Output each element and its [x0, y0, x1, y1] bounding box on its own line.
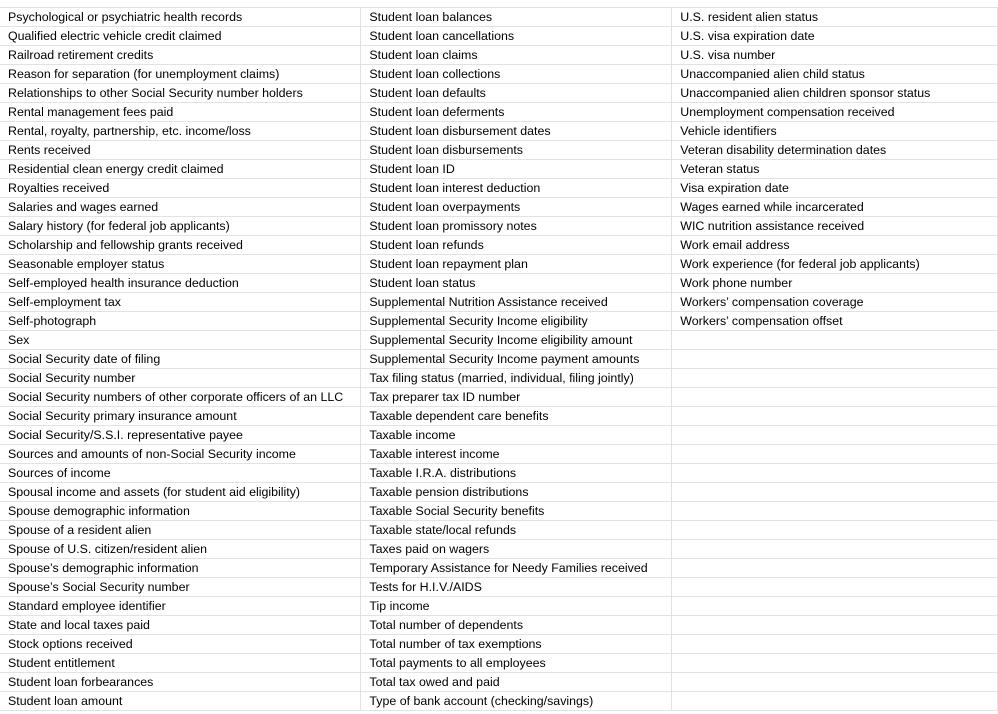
cell-col2[interactable]: Supplemental Security Income eligibility	[361, 312, 672, 331]
cell-col3[interactable]: Work phone number	[672, 274, 998, 293]
cell-col2[interactable]: Student loan defaults	[361, 84, 672, 103]
cell-col1[interactable]: Railroad retirement credits	[0, 46, 361, 65]
cell-col2[interactable]: Tip income	[361, 597, 672, 616]
table-row	[0, 141, 998, 160]
cell-col1[interactable]: Student entitlement	[0, 654, 361, 673]
cell-col3[interactable]	[672, 597, 998, 616]
cell-col1[interactable]: Sex	[0, 331, 361, 350]
cell-col3[interactable]: Unaccompanied alien child status	[672, 65, 998, 84]
cell-col3[interactable]: Veteran status	[672, 160, 998, 179]
cell-col1[interactable]: Seasonable employer status	[0, 255, 361, 274]
cell-col1[interactable]: Reason for separation (for unemployment claims)	[0, 65, 361, 84]
cell-col1[interactable]: Stock options received	[0, 635, 361, 654]
cell-col1[interactable]: Standard employee identifier	[0, 597, 361, 616]
table-row	[0, 331, 998, 350]
table-row	[0, 198, 998, 217]
cell-col2[interactable]: Student loan disbursement dates	[361, 122, 672, 141]
cell-col3[interactable]: Unaccompanied alien children sponsor status	[672, 84, 998, 103]
table-row	[0, 274, 998, 293]
cell-col2[interactable]: Student loan status	[361, 274, 672, 293]
cell-col1[interactable]: Residential clean energy credit claimed	[0, 160, 361, 179]
cell-col1[interactable]: Sources and amounts of non-Social Security income	[0, 445, 361, 464]
table-row	[0, 350, 998, 369]
cell-col3[interactable]: WIC nutrition assistance received	[672, 217, 998, 236]
cell-col2[interactable]: Student loan refunds	[361, 236, 672, 255]
cell-col3[interactable]: Unemployment compensation received	[672, 103, 998, 122]
cell-col2[interactable]: Student loan repayment plan	[361, 255, 672, 274]
table-row	[0, 84, 998, 103]
cell-col1[interactable]: State and local taxes paid	[0, 616, 361, 635]
cell-col1[interactable]: Royalties received	[0, 179, 361, 198]
cell-col3[interactable]	[672, 692, 998, 711]
cell-col2[interactable]: Taxable I.R.A. distributions	[361, 464, 672, 483]
cell-col3[interactable]	[672, 331, 998, 350]
cell-col2[interactable]: Student loan claims	[361, 46, 672, 65]
cell-col2[interactable]: Taxable dependent care benefits	[361, 407, 672, 426]
cell-col2[interactable]: Student loan collections	[361, 65, 672, 84]
cell-col1[interactable]: Salary history (for federal job applicants)	[0, 217, 361, 236]
cell-col2[interactable]: Taxes paid on wagers	[361, 540, 672, 559]
cell-col3[interactable]	[672, 654, 998, 673]
table-row	[0, 46, 998, 65]
cell-col2[interactable]: Supplemental Security Income payment amounts	[361, 350, 672, 369]
table-row	[0, 673, 998, 692]
cell-col3[interactable]	[672, 559, 998, 578]
table-row	[0, 540, 998, 559]
table-row	[0, 122, 998, 141]
cell-col3[interactable]: Veteran disability determination dates	[672, 141, 998, 160]
cell-col3[interactable]	[672, 483, 998, 502]
cell-col2[interactable]: Total number of dependents	[361, 616, 672, 635]
cell-col2[interactable]: Student loan overpayments	[361, 198, 672, 217]
cell-col1[interactable]: Rental, royalty, partnership, etc. income/loss	[0, 122, 361, 141]
cell-col1[interactable]: Spouse of a resident alien	[0, 521, 361, 540]
cell-col1[interactable]: Sources of income	[0, 464, 361, 483]
cell-col2[interactable]: Tax filing status (married, individual, filing jointly)	[361, 369, 672, 388]
table-row	[0, 692, 998, 711]
table-row	[0, 293, 998, 312]
cell-col1[interactable]: Self-employment tax	[0, 293, 361, 312]
cell-col2[interactable]: Student loan disbursements	[361, 141, 672, 160]
table-row	[0, 255, 998, 274]
cell-col2[interactable]: Supplemental Security Income eligibility amount	[361, 331, 672, 350]
cell-col1[interactable]: Spouse’s demographic information	[0, 559, 361, 578]
cell-col2[interactable]: Student loan promissory notes	[361, 217, 672, 236]
cell-col2[interactable]: Temporary Assistance for Needy Families received	[361, 559, 672, 578]
cell-col3[interactable]	[672, 407, 998, 426]
table-row	[0, 160, 998, 179]
cell-col3[interactable]	[672, 635, 998, 654]
cell-col3[interactable]	[672, 616, 998, 635]
cell-col2[interactable]: Total number of tax exemptions	[361, 635, 672, 654]
table-row	[0, 217, 998, 236]
cell-col1[interactable]: Spouse of U.S. citizen/resident alien	[0, 540, 361, 559]
cell-col3[interactable]	[672, 445, 998, 464]
cell-col1[interactable]: Social Security numbers of other corporate officers of an LLC	[0, 388, 361, 407]
cell-col2[interactable]: Student loan interest deduction	[361, 179, 672, 198]
cell-col2[interactable]: Taxable interest income	[361, 445, 672, 464]
cell-col2[interactable]: Taxable state/local refunds	[361, 521, 672, 540]
table-row	[0, 236, 998, 255]
cell-col3[interactable]: U.S. visa number	[672, 46, 998, 65]
cell-col2[interactable]: Total payments to all employees	[361, 654, 672, 673]
table-row	[0, 407, 998, 426]
cell-col3[interactable]	[672, 464, 998, 483]
table-row	[0, 578, 998, 597]
cell-col3[interactable]: Workers’ compensation offset	[672, 312, 998, 331]
table-row	[0, 445, 998, 464]
table-row	[0, 27, 998, 46]
cell-col1[interactable]: Relationships to other Social Security number holders	[0, 84, 361, 103]
table-row	[0, 179, 998, 198]
cell-col3[interactable]	[672, 388, 998, 407]
table-row	[0, 521, 998, 540]
cell-col2[interactable]: Taxable pension distributions	[361, 483, 672, 502]
data-table	[0, 7, 998, 711]
cell-col3[interactable]	[672, 521, 998, 540]
table-row	[0, 388, 998, 407]
cell-col1[interactable]: Scholarship and fellowship grants received	[0, 236, 361, 255]
cell-col2[interactable]: Student loan balances	[361, 8, 672, 27]
table-row	[0, 635, 998, 654]
cell-col3[interactable]: Workers’ compensation coverage	[672, 293, 998, 312]
cell-col1[interactable]: Qualified electric vehicle credit claimed	[0, 27, 361, 46]
cell-col3[interactable]	[672, 502, 998, 521]
cell-col3[interactable]	[672, 369, 998, 388]
table-row	[0, 464, 998, 483]
table-row	[0, 312, 998, 331]
table-row	[0, 65, 998, 84]
cell-col2[interactable]: Taxable Social Security benefits	[361, 502, 672, 521]
table-body	[0, 8, 998, 711]
cell-col2[interactable]: Supplemental Nutrition Assistance received	[361, 293, 672, 312]
cell-col3[interactable]: U.S. resident alien status	[672, 8, 998, 27]
table-row	[0, 559, 998, 578]
cell-col1[interactable]: Self-employed health insurance deduction	[0, 274, 361, 293]
cell-col3[interactable]	[672, 350, 998, 369]
cell-col3[interactable]: Wages earned while incarcerated	[672, 198, 998, 217]
cell-col1[interactable]: Social Security/S.S.I. representative payee	[0, 426, 361, 445]
table-row	[0, 8, 998, 27]
cell-col1[interactable]: Social Security date of filing	[0, 350, 361, 369]
cell-col2[interactable]: Student loan ID	[361, 160, 672, 179]
cell-col1[interactable]: Rental management fees paid	[0, 103, 361, 122]
table-row	[0, 103, 998, 122]
cell-col2[interactable]: Taxable income	[361, 426, 672, 445]
cell-col1[interactable]: Spouse’s Social Security number	[0, 578, 361, 597]
cell-col1[interactable]: Self-photograph	[0, 312, 361, 331]
cell-col2[interactable]: Type of bank account (checking/savings)	[361, 692, 672, 711]
cell-col3[interactable]: Work email address	[672, 236, 998, 255]
cell-col2[interactable]: Student loan deferments	[361, 103, 672, 122]
cell-col3[interactable]	[672, 540, 998, 559]
cell-col3[interactable]	[672, 673, 998, 692]
table-row	[0, 597, 998, 616]
cell-col1[interactable]: Spouse demographic information	[0, 502, 361, 521]
cell-col3[interactable]	[672, 578, 998, 597]
cell-col2[interactable]: Total tax owed and paid	[361, 673, 672, 692]
table-row	[0, 426, 998, 445]
table-row	[0, 654, 998, 673]
cell-col3[interactable]: U.S. visa expiration date	[672, 27, 998, 46]
table-row	[0, 616, 998, 635]
cell-col3[interactable]	[672, 426, 998, 445]
cell-col1[interactable]: Student loan forbearances	[0, 673, 361, 692]
table-row	[0, 483, 998, 502]
cell-col1[interactable]: Salaries and wages earned	[0, 198, 361, 217]
cell-col3[interactable]: Work experience (for federal job applicants)	[672, 255, 998, 274]
cell-col1[interactable]: Social Security number	[0, 369, 361, 388]
cell-col1[interactable]: Psychological or psychiatric health records	[0, 8, 361, 27]
cell-col1[interactable]: Spousal income and assets (for student aid eligibility)	[0, 483, 361, 502]
cell-col1[interactable]: Rents received	[0, 141, 361, 160]
cell-col2[interactable]: Tax preparer tax ID number	[361, 388, 672, 407]
cell-col1[interactable]: Social Security primary insurance amount	[0, 407, 361, 426]
cell-col1[interactable]: Student loan amount	[0, 692, 361, 711]
cell-col3[interactable]: Vehicle identifiers	[672, 122, 998, 141]
cell-col3[interactable]: Visa expiration date	[672, 179, 998, 198]
cell-col2[interactable]: Tests for H.I.V./AIDS	[361, 578, 672, 597]
table-row	[0, 369, 998, 388]
cell-col2[interactable]: Student loan cancellations	[361, 27, 672, 46]
table-row	[0, 502, 998, 521]
